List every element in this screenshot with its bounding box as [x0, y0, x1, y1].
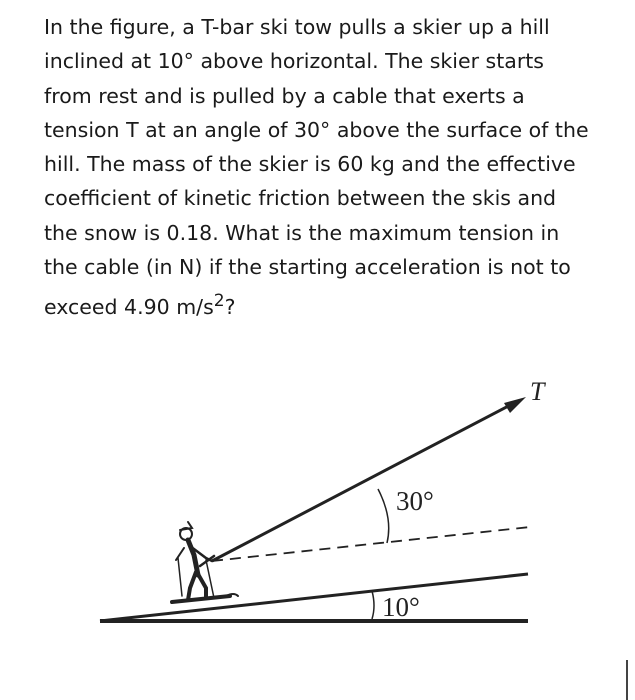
problem-line-6: coefficient of kinetic friction between the skis and [44, 186, 557, 211]
problem-line-5: hill. The mass of the skier is 60 kg and the effective [44, 152, 576, 177]
problem-line-3: from rest and is pulled by a cable that exerts a [44, 83, 525, 108]
exponent-superscript: 2 [213, 291, 225, 312]
problem-line-9-end: ? [224, 295, 236, 320]
ski-tow-figure [0, 360, 635, 700]
hill-angle-label: 10° [382, 592, 420, 622]
cable-angle-label: 30° [396, 486, 434, 516]
cable-angle-arc [378, 489, 389, 543]
hill-slope-line [100, 574, 528, 621]
hill-angle-arc [372, 591, 374, 619]
problem-line-4: tension T at an angle of 30° above the surface of the [44, 117, 589, 142]
hill-parallel-dashed-line [212, 527, 530, 561]
problem-line-2: inclined at 10° above horizontal. The skier starts [44, 49, 544, 74]
text-cursor-bar [626, 660, 628, 700]
problem-statement [44, 10, 614, 325]
problem-line-9-text: exceed 4.90 m/s [44, 295, 214, 320]
tension-label: T [530, 377, 545, 406]
tension-arrowhead [504, 397, 526, 413]
problem-line-9 [44, 284, 614, 324]
skier-figure [172, 522, 238, 602]
problem-line-7: the snow is 0.18. What is the maximum tension in [44, 220, 560, 245]
cable-tension-vector [212, 402, 516, 561]
problem-line-8: the cable (in N) if the starting acceleration is not to [44, 255, 571, 280]
problem-line-1: In the figure, a T-bar ski tow pulls a skier up a hill [44, 15, 550, 39]
